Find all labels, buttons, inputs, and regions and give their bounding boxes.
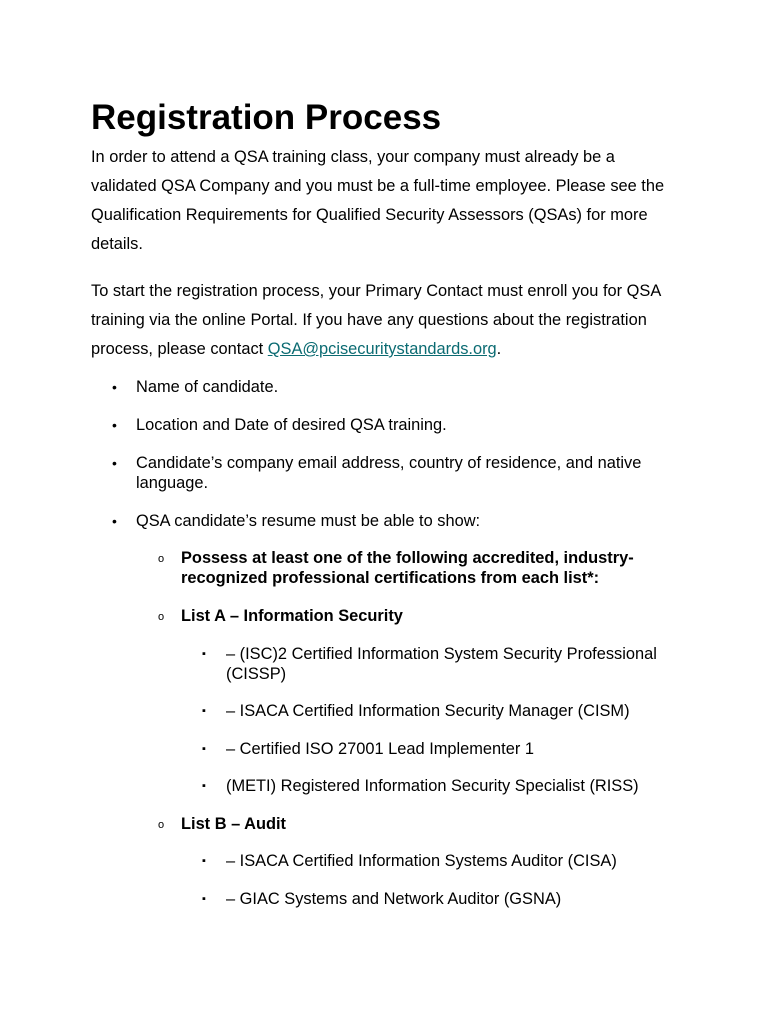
sub-item-certifications xyxy=(158,548,681,588)
circle-marker: o xyxy=(158,553,165,565)
list-a-item-iso27001 xyxy=(202,739,686,759)
bullet-marker: • xyxy=(112,455,117,471)
square-marker: ▪ xyxy=(202,705,206,717)
circle-marker: o xyxy=(158,611,165,623)
list-a-item-cism xyxy=(202,701,686,721)
bullet-marker: • xyxy=(112,379,117,395)
sub-item-text: Possess at least one of the following accredited, industry-recognized professional certifications from each list*: xyxy=(181,549,634,587)
list-a-item-text: – Certified ISO 27001 Lead Implementer 1 xyxy=(226,740,534,758)
list-a-item-cissp xyxy=(202,644,686,684)
sub-item-list-a xyxy=(158,606,681,626)
list-a-item-text: (METI) Registered Information Security Specialist (RISS) xyxy=(226,777,639,795)
list-b-item-text: – ISACA Certified Information Systems Auditor (CISA) xyxy=(226,852,617,870)
circle-marker: o xyxy=(158,819,165,831)
sub-item-text: List A – Information Security xyxy=(181,607,403,625)
list-item-location-date xyxy=(112,415,676,435)
list-b-item-text: – GIAC Systems and Network Auditor (GSNA) xyxy=(226,890,562,908)
intro-paragraph: In order to attend a QSA training class, your company must already be a validated QSA Company and you must be a full-time employee. Please see the Qualification Requirements for Qualified Security Assessors (QSAs) for more details. xyxy=(91,148,665,253)
list-item-resume xyxy=(112,511,676,531)
square-marker: ▪ xyxy=(202,780,206,792)
list-a-item-text: – (ISC)2 Certified Information System Security Professional (CISSP) xyxy=(226,645,657,683)
list-item-text: Candidate’s company email address, country of residence, and native language. xyxy=(136,454,642,492)
list-item-text: QSA candidate’s resume must be able to show: xyxy=(136,512,481,530)
sub-item-text: List B – Audit xyxy=(181,815,287,833)
square-marker: ▪ xyxy=(202,743,206,755)
qsa-email-link[interactable]: QSA@pcisecuritystandards.org xyxy=(267,340,497,358)
registration-paragraph-end: . xyxy=(496,340,502,358)
sub-item-list-b xyxy=(158,814,681,834)
list-a-item-text: – ISACA Certified Information Security Manager (CISM) xyxy=(226,702,630,720)
page-title: Registration Process xyxy=(91,98,442,137)
list-item-candidate-name xyxy=(112,377,676,397)
list-item-email-country xyxy=(112,453,676,493)
list-b-item-gsna xyxy=(202,889,686,909)
square-marker: ▪ xyxy=(202,855,206,867)
bullet-marker: • xyxy=(112,513,117,529)
list-b-item-cisa xyxy=(202,851,686,871)
registration-paragraph-text: To start the registration process, your Primary Contact must enroll you for QSA training via the online Portal. If you have any questions about the registration process, please contact xyxy=(91,282,661,358)
registration-paragraph xyxy=(91,277,676,364)
list-a-item-riss xyxy=(202,776,686,796)
square-marker: ▪ xyxy=(202,648,206,660)
square-marker: ▪ xyxy=(202,893,206,905)
list-item-text: Location and Date of desired QSA training. xyxy=(136,416,447,434)
bullet-marker: • xyxy=(112,417,117,433)
list-item-text: Name of candidate. xyxy=(136,378,279,396)
